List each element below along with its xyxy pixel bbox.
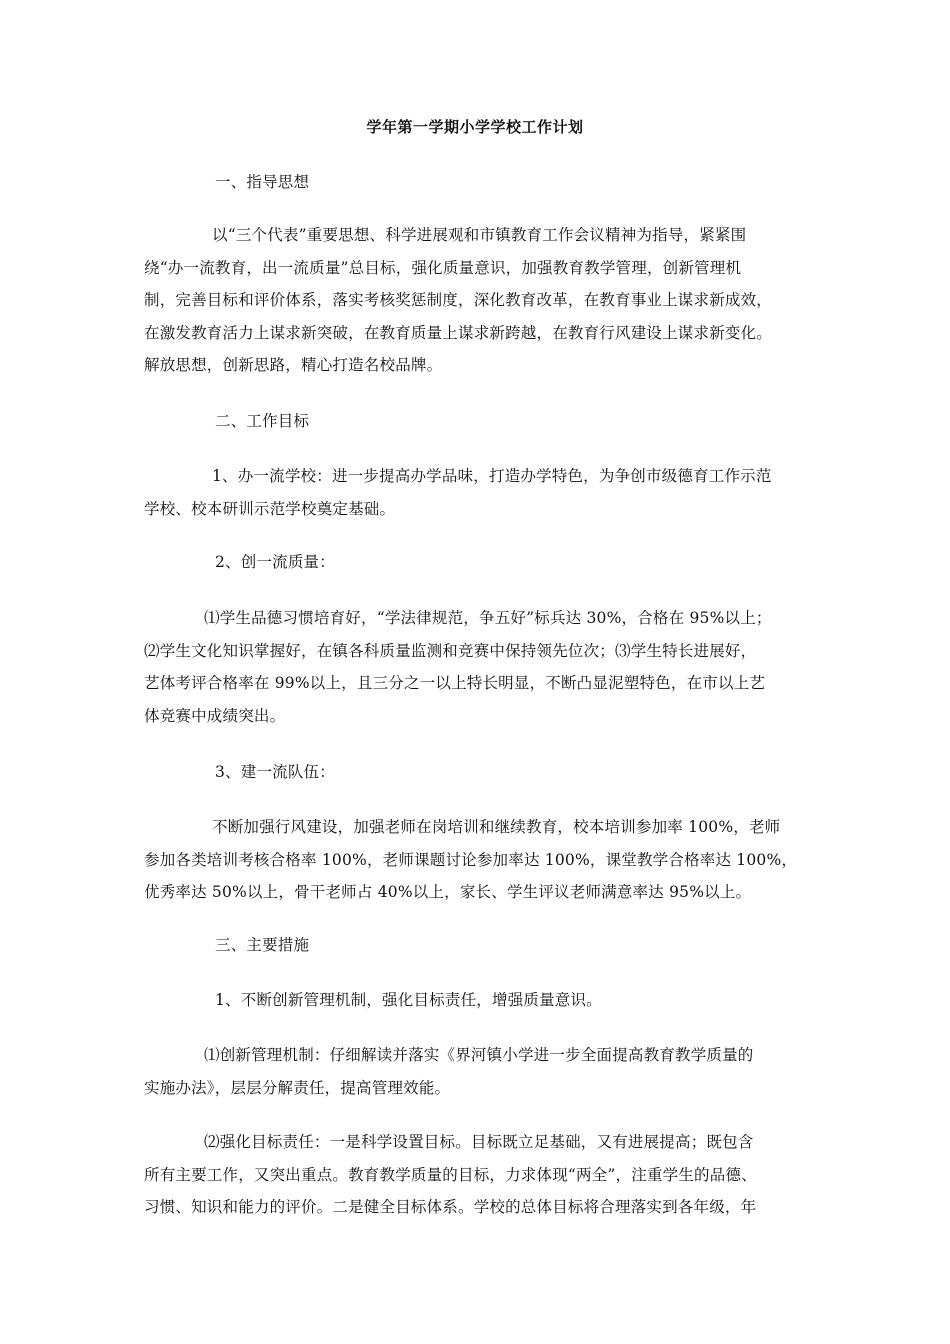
paragraph-guiding-ideology <box>144 219 808 382</box>
section-heading-guiding-ideology: 一、指导思想 <box>215 173 310 191</box>
paragraph-target-responsibility <box>144 1126 808 1224</box>
subheading-first-class-quality: 2、创一流质量： <box>215 553 335 571</box>
document-title: 学年第一学期小学学校工作计划 <box>366 118 584 136</box>
text-line: 习惯、知识和能力的评价。二是健全目标体系。学校的总体目标将合理落实到各年级，年 <box>144 1198 757 1216</box>
text-line: 实施办法》，层层分解责任，提高管理效能。 <box>144 1078 451 1097</box>
text-line: ⑴创新管理机制：仔细解读并落实《界河镇小学进一步全面提高教育教学质量的 <box>204 1046 754 1064</box>
text-line: 以“三个代表”重要思想、科学进展观和市镇教育工作会议精神为指导，紧紧围 <box>212 226 747 244</box>
text-line: 优秀率达 50%以上，骨干老师占 40%以上，家长、学生评议老师满意率达 95%以上。 <box>144 883 752 901</box>
section-heading-main-measures: 三、主要措施 <box>215 936 310 954</box>
paragraph-innovate-management <box>144 1039 808 1104</box>
paragraph-first-class-school <box>144 460 808 525</box>
paragraph-first-class-quality <box>144 602 808 732</box>
subheading-first-class-team: 3、建一流队伍： <box>215 763 335 781</box>
text-line: 体竞赛中成绩突出。 <box>144 706 286 725</box>
text-line: 1、办一流学校：进一步提高办学品味，打造办学特色，为争创市级德育工作示范 <box>212 467 772 485</box>
section-heading-work-goals: 二、工作目标 <box>215 412 310 430</box>
text-line: ⑵强化目标责任：一是科学设置目标。目标既立足基础，又有进展提高；既包含 <box>204 1133 754 1151</box>
paragraph-first-class-team <box>144 811 808 909</box>
text-line: 解放思想，创新思路，精心打造名校品牌。 <box>144 356 443 374</box>
text-line: 学校、校本研训示范学校奠定基础。 <box>144 499 396 518</box>
text-line: 制，完善目标和评价体系，落实考核奖惩制度，深化教育改革，在教育事业上谋求新成效， <box>144 291 773 309</box>
text-line: 绕“办一流教育，出一流质量”总目标，强化质量意识，加强教育教学管理，创新管理机 <box>144 258 742 277</box>
text-line: ⑴学生品德习惯培育好，“学法律规范，争五好”标兵达 30%，合格在 95%以上； <box>204 609 772 627</box>
text-line: ⑵学生文化知识掌握好，在镇各科质量监测和竞赛中保持领先位次；⑶学生特长进展好， <box>144 641 757 660</box>
text-line: 艺体考评合格率在 99%以上，且三分之一以上特长明显，不断凸显泥塑特色，在市以上艺 <box>144 674 766 692</box>
text-line: 不断加强行风建设，加强老师在岗培训和继续教育，校本培训参加率 100%，老师 <box>212 818 781 836</box>
text-line: 在激发教育活力上谋求新突破，在教育质量上谋求新跨越，在教育行风建设上谋求新变化。 <box>144 323 773 342</box>
subheading-management-mechanism: 1、不断创新管理机制，强化目标责任，增强质量意识。 <box>215 991 602 1009</box>
text-line: 所有主要工作，又突出重点。教育教学质量的目标，力求体现“两全”，注重学生的品德、 <box>144 1165 757 1184</box>
text-line: 参加各类培训考核合格率 100%，老师课题讨论参加率达 100%，课堂教学合格率达 100%， <box>144 850 798 869</box>
